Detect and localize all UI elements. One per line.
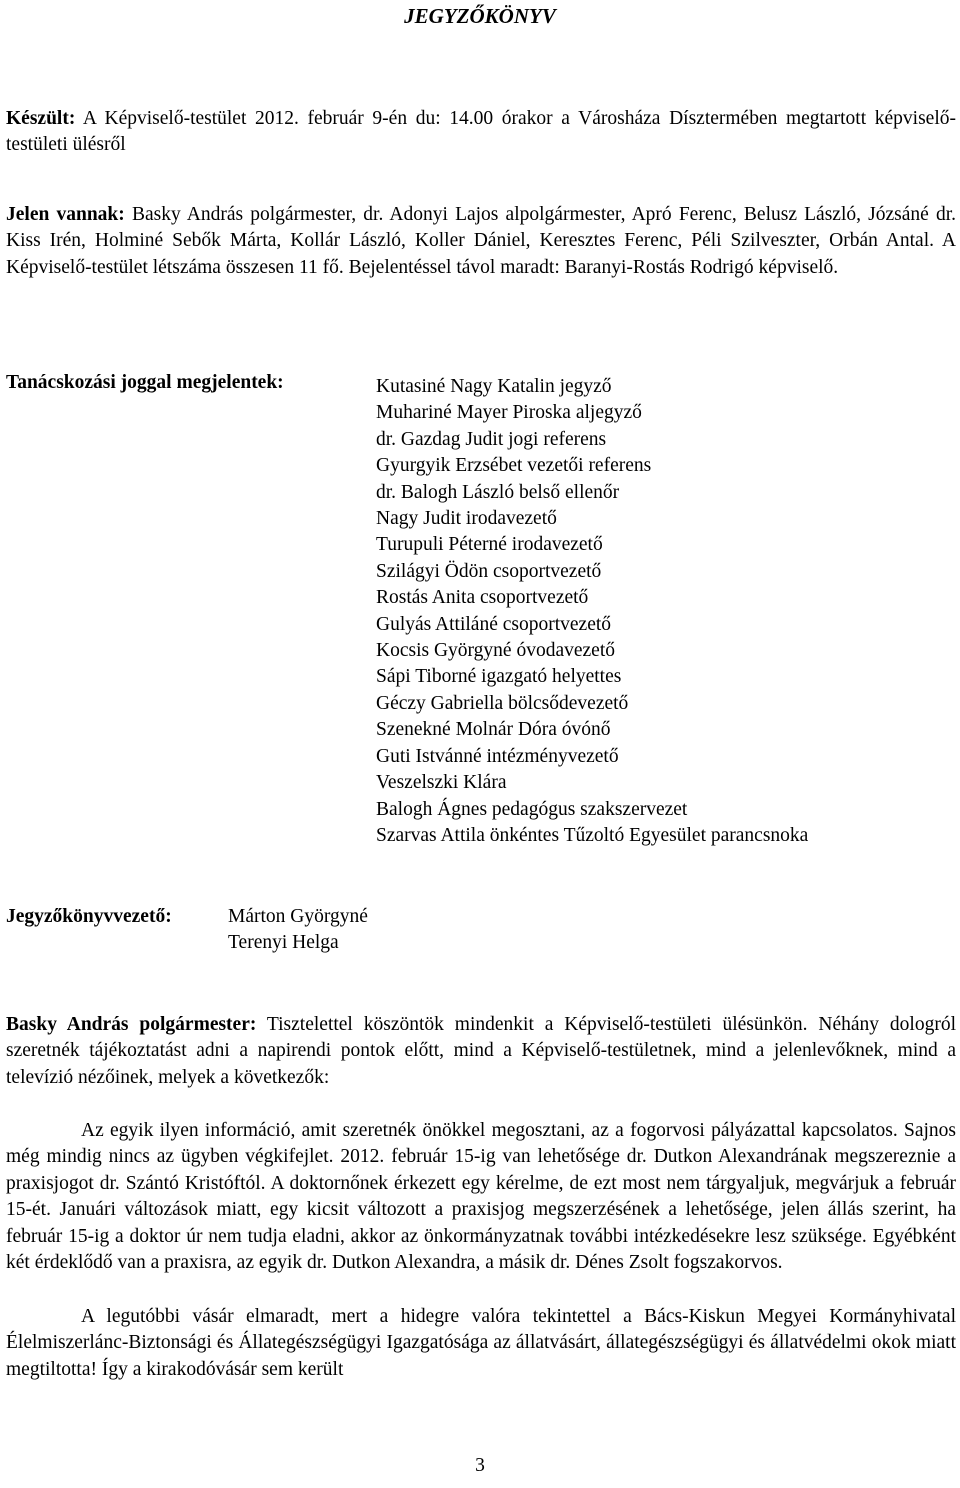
made-text: A Képviselő-testület 2012. február 9-én du: 14.00 órakor a Városháza Dísztermében megtartott képviselő-testületi ülésről	[6, 108, 956, 156]
advisors-list	[376, 374, 808, 849]
advisor-item: Szilágyi Ödön csoportvezető	[376, 560, 602, 582]
advisor-item: Gyurgyik Erzsébet vezetői referens	[376, 455, 652, 477]
advisor-item: Turupuli Péterné irodavezető	[376, 534, 603, 556]
page-number: 3	[475, 1455, 485, 1476]
advisor-item: dr. Balogh László belső ellenőr	[376, 481, 620, 503]
made-label: Készült:	[6, 108, 76, 129]
recorder-item: Márton Györgyné	[228, 906, 368, 927]
advisors-label: Tanácskozási joggal megjelentek:	[6, 372, 284, 393]
advisor-item: dr. Gazdag Judit jogi referens	[376, 428, 607, 450]
document-title: JEGYZŐKÖNYV	[404, 4, 556, 28]
advisor-item: Sápi Tiborné igazgató helyettes	[376, 666, 622, 688]
advisor-item: Szarvas Attila önkéntes Tűzoltó Egyesület parancsnoka	[376, 824, 809, 846]
recorders-label: Jegyzőkönyvvezető:	[6, 906, 172, 927]
advisor-item: Szenekné Molnár Dóra óvónő	[376, 719, 611, 741]
advisor-item: Balogh Ágnes pedagógus szakszervezet	[376, 798, 688, 820]
advisor-item: Nagy Judit irodavezető	[376, 508, 557, 530]
present-label: Jelen vannak:	[6, 204, 125, 225]
speech-intro-text: Tisztelettel köszöntök mindenkit a Képviselő-testületi ülésünkön. Néhány dologról szeretnék tájékoztatást adni a napirendi pontok előtt, mind a Képviselő-testületnek, mind a jelenlevőknek, mind a televízió nézőinek, melyek a következők:	[6, 1014, 956, 1088]
speech-intro-paragraph	[6, 1012, 956, 1091]
advisor-item: Muhariné Mayer Piroska aljegyző	[376, 402, 642, 424]
present-text: Basky András polgármester, dr. Adonyi Lajos alpolgármester, Apró Ferenc, Belusz László, Józsáné dr. Kiss Irén, Holminé Sebők Márta, Kollár László, Koller Dániel, Keresztes Ferenc, Péli Szilveszter, Orbán Antal. A Képviselő-testület létszáma összesen 11 fő. Bejelentéssel távol maradt: Baranyi-Rostás Rodrigó képviselő.	[6, 204, 956, 278]
advisor-item: Kutasiné Nagy Katalin jegyző	[376, 376, 612, 397]
speaker-label: Basky András polgármester:	[6, 1014, 257, 1035]
advisor-item: Kocsis Györgyné óvodavezető	[376, 640, 615, 662]
advisor-item: Rostás Anita csoportvezető	[376, 587, 589, 609]
advisor-item: Géczy Gabriella bölcsődevezető	[376, 692, 629, 714]
advisor-item: Veszelszki Klára	[376, 772, 507, 794]
speech-paragraph-1: Az egyik ilyen információ, amit szeretnék önökkel megosztani, az a fogorvosi pályázattal kapcsolatos. Sajnos még mindig nincs az ügyben végkifejlet. 2012. február 15-ig van lehetősége dr. Dutkon Alexandrának megszereznie a praxisjogot dr. Szántó Kristóftól. A doktornőnek érkezett egy kérelme, de ezt most nem tárgyaljuk, megvárjuk a február 15-ét. Januári változások miatt, egy kicsit változott a praxisjog megszerzésének a lehetősége, jelen állás szerint, ha február 15-ig a doktor úr nem tudja eladni, akkor az önkormányzatnak további intézkedésekre lesz szüksége. Egyébként két érdeklődő van a praxisra, az egyik dr. Dutkon Alexandra, a másik dr. Dénes Zsolt fogszakorvos.	[6, 1120, 956, 1274]
recorders-list	[228, 904, 368, 957]
recorder-item: Terenyi Helga	[228, 932, 339, 954]
speech-paragraph-2: A legutóbbi vásár elmaradt, mert a hidegre valóra tekintettel a Bács-Kiskun Megyei Kormányhivatal Élelmiszerlánc-Biztonsági és Állategészségügyi Igazgatósága az állatvásárt, állategészségügyi és állatvédelmi okok miatt megtiltotta! Így a kirakodóvásár sem került	[6, 1306, 956, 1380]
advisor-item: Guti Istvánné intézményvezető	[376, 745, 619, 767]
made-paragraph	[6, 106, 956, 159]
advisor-item: Gulyás Attiláné csoportvezető	[376, 613, 612, 635]
present-paragraph	[6, 202, 956, 281]
